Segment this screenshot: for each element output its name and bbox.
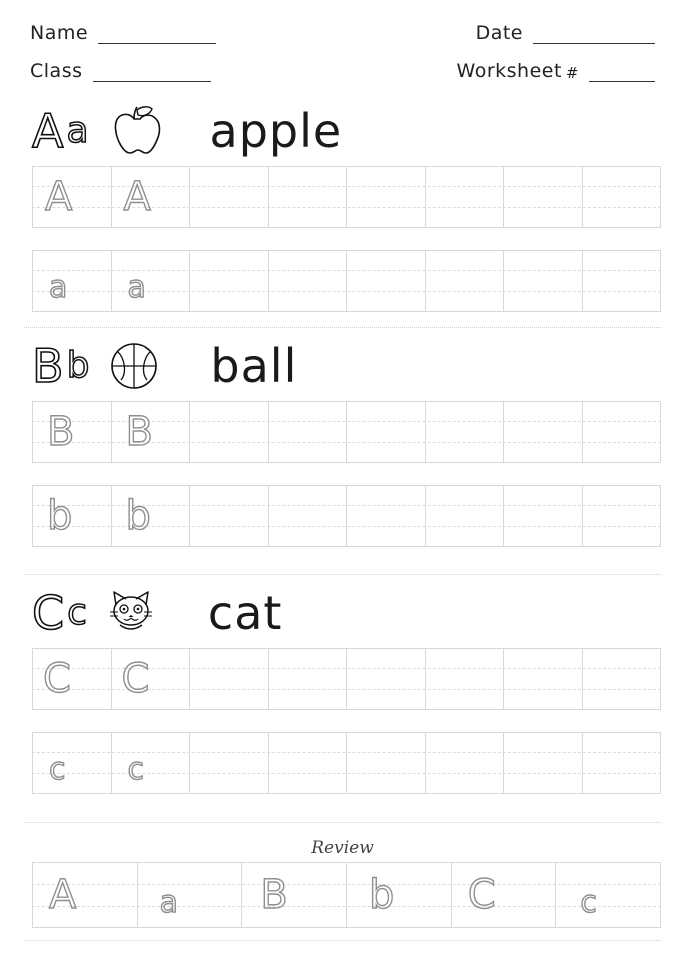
section-a-title-row	[24, 100, 661, 162]
trace-cell[interactable]	[426, 166, 505, 228]
header-row-1	[30, 22, 655, 44]
worksheet-number-line[interactable]	[589, 67, 655, 82]
trace-cell[interactable]	[269, 732, 348, 794]
trace-cell[interactable]	[190, 250, 269, 312]
ghost-letter: b	[369, 872, 395, 918]
cat-icon	[102, 585, 162, 641]
trace-cell[interactable]	[504, 732, 583, 794]
trace-cell[interactable]	[426, 648, 505, 710]
trace-cell[interactable]	[190, 648, 269, 710]
section-c-word: cat	[207, 586, 283, 640]
trace-cells	[32, 648, 661, 710]
section-c-lowercase: c	[67, 592, 88, 633]
ghost-letter: b	[47, 493, 73, 539]
section-a-lowercase-trace-row[interactable]	[24, 250, 661, 312]
trace-cell[interactable]	[112, 250, 191, 312]
worksheet-header	[30, 22, 655, 92]
trace-cell[interactable]	[190, 485, 269, 547]
trace-cell[interactable]	[190, 401, 269, 463]
review-label: Review	[311, 838, 374, 858]
trace-cell[interactable]	[112, 485, 191, 547]
ghost-letter: b	[125, 493, 151, 539]
header-row-2	[30, 60, 655, 82]
trace-cell[interactable]	[269, 250, 348, 312]
trace-cell[interactable]	[583, 732, 662, 794]
trace-cell[interactable]	[583, 648, 662, 710]
trace-cells	[32, 166, 661, 228]
trace-cell[interactable]	[426, 401, 505, 463]
class-input-line[interactable]	[93, 67, 211, 82]
basketball-icon	[104, 338, 164, 394]
trace-cell[interactable]	[269, 648, 348, 710]
section-b-word: ball	[210, 339, 298, 393]
section-divider	[24, 574, 661, 575]
trace-cell[interactable]	[242, 862, 347, 928]
section-b-title-row	[24, 335, 661, 397]
ghost-letter: a	[159, 884, 179, 920]
section-divider	[24, 822, 661, 823]
trace-cell[interactable]	[347, 648, 426, 710]
ghost-letter: a	[127, 270, 146, 306]
trace-cell[interactable]	[32, 485, 112, 547]
apple-icon	[104, 103, 164, 159]
class-field-group	[30, 60, 211, 82]
trace-cell[interactable]	[347, 732, 426, 794]
section-c-title-row	[24, 582, 661, 644]
section-c-lowercase-trace-row[interactable]	[24, 732, 661, 794]
trace-cells	[32, 862, 661, 928]
section-a-uppercase-trace-row[interactable]	[24, 166, 661, 228]
trace-cell[interactable]	[32, 648, 112, 710]
section-a	[24, 100, 661, 312]
trace-cell[interactable]	[32, 732, 112, 794]
ghost-letter: A	[123, 174, 151, 220]
section-c	[24, 582, 661, 794]
trace-cell[interactable]	[504, 648, 583, 710]
trace-cell[interactable]	[504, 485, 583, 547]
trace-cells	[32, 401, 661, 463]
trace-cell[interactable]	[112, 166, 191, 228]
trace-cell[interactable]	[32, 166, 112, 228]
trace-cell[interactable]	[583, 166, 662, 228]
trace-cell[interactable]	[347, 250, 426, 312]
ghost-letter: C	[467, 872, 496, 918]
trace-cell[interactable]	[504, 166, 583, 228]
trace-cell[interactable]	[504, 401, 583, 463]
trace-cell[interactable]	[583, 485, 662, 547]
ghost-letter: A	[45, 174, 73, 220]
ghost-letter: A	[49, 872, 77, 918]
trace-cell[interactable]	[426, 485, 505, 547]
section-b-uppercase: B	[32, 339, 65, 393]
ghost-letter: c	[580, 884, 597, 920]
section-divider	[24, 327, 661, 328]
worksheet-hash: #	[565, 64, 579, 82]
section-b	[24, 335, 661, 547]
trace-cell[interactable]	[32, 401, 112, 463]
class-label: Class	[30, 60, 83, 82]
trace-cell[interactable]	[190, 732, 269, 794]
ghost-letter: B	[47, 409, 75, 455]
ghost-letter: c	[127, 752, 144, 788]
trace-cell[interactable]	[556, 862, 661, 928]
ghost-letter: B	[260, 872, 288, 918]
name-label: Name	[30, 22, 89, 44]
worksheet-label: Worksheet	[456, 60, 562, 82]
name-input-line[interactable]	[98, 29, 216, 44]
trace-cell[interactable]	[190, 166, 269, 228]
date-input-line[interactable]	[533, 29, 655, 44]
section-a-uppercase: A	[32, 104, 65, 158]
trace-cell[interactable]	[32, 862, 138, 928]
trace-cell[interactable]	[583, 250, 662, 312]
trace-cell[interactable]	[452, 862, 557, 928]
trace-cell[interactable]	[347, 401, 426, 463]
trace-cell[interactable]	[347, 862, 452, 928]
section-b-lowercase-trace-row[interactable]	[24, 485, 661, 547]
date-label: Date	[475, 22, 523, 44]
trace-cell[interactable]	[347, 485, 426, 547]
section-a-lowercase: a	[66, 110, 90, 151]
trace-cell[interactable]	[347, 166, 426, 228]
trace-cells	[32, 732, 661, 794]
date-field-group	[476, 22, 655, 44]
ghost-letter: C	[43, 656, 71, 702]
trace-cell[interactable]	[32, 250, 112, 312]
trace-cells	[32, 250, 661, 312]
section-c-uppercase: C	[32, 586, 66, 640]
section-b-lowercase: b	[66, 345, 91, 386]
section-c-uppercase-trace-row[interactable]	[24, 648, 661, 710]
name-field-group	[30, 22, 216, 44]
ghost-letter: C	[121, 656, 150, 702]
trace-cell[interactable]	[269, 485, 348, 547]
trace-cell[interactable]	[112, 732, 191, 794]
trace-cell[interactable]	[426, 732, 505, 794]
section-a-word: apple	[209, 104, 343, 158]
trace-cell[interactable]	[426, 250, 505, 312]
section-b-uppercase-trace-row[interactable]	[24, 401, 661, 463]
footer-divider	[24, 940, 661, 941]
trace-cell[interactable]	[504, 250, 583, 312]
ghost-letter: B	[125, 409, 153, 455]
trace-cell[interactable]	[269, 401, 348, 463]
review-trace-row[interactable]	[24, 862, 661, 928]
worksheet-field-group	[457, 60, 655, 82]
trace-cell[interactable]	[112, 648, 191, 710]
trace-cell[interactable]	[583, 401, 662, 463]
trace-cell[interactable]	[112, 401, 191, 463]
trace-cell[interactable]	[138, 862, 243, 928]
ghost-letter: c	[49, 752, 66, 788]
trace-cell[interactable]	[269, 166, 348, 228]
review-section	[24, 838, 661, 928]
trace-cells	[32, 485, 661, 547]
ghost-letter: a	[49, 270, 68, 306]
